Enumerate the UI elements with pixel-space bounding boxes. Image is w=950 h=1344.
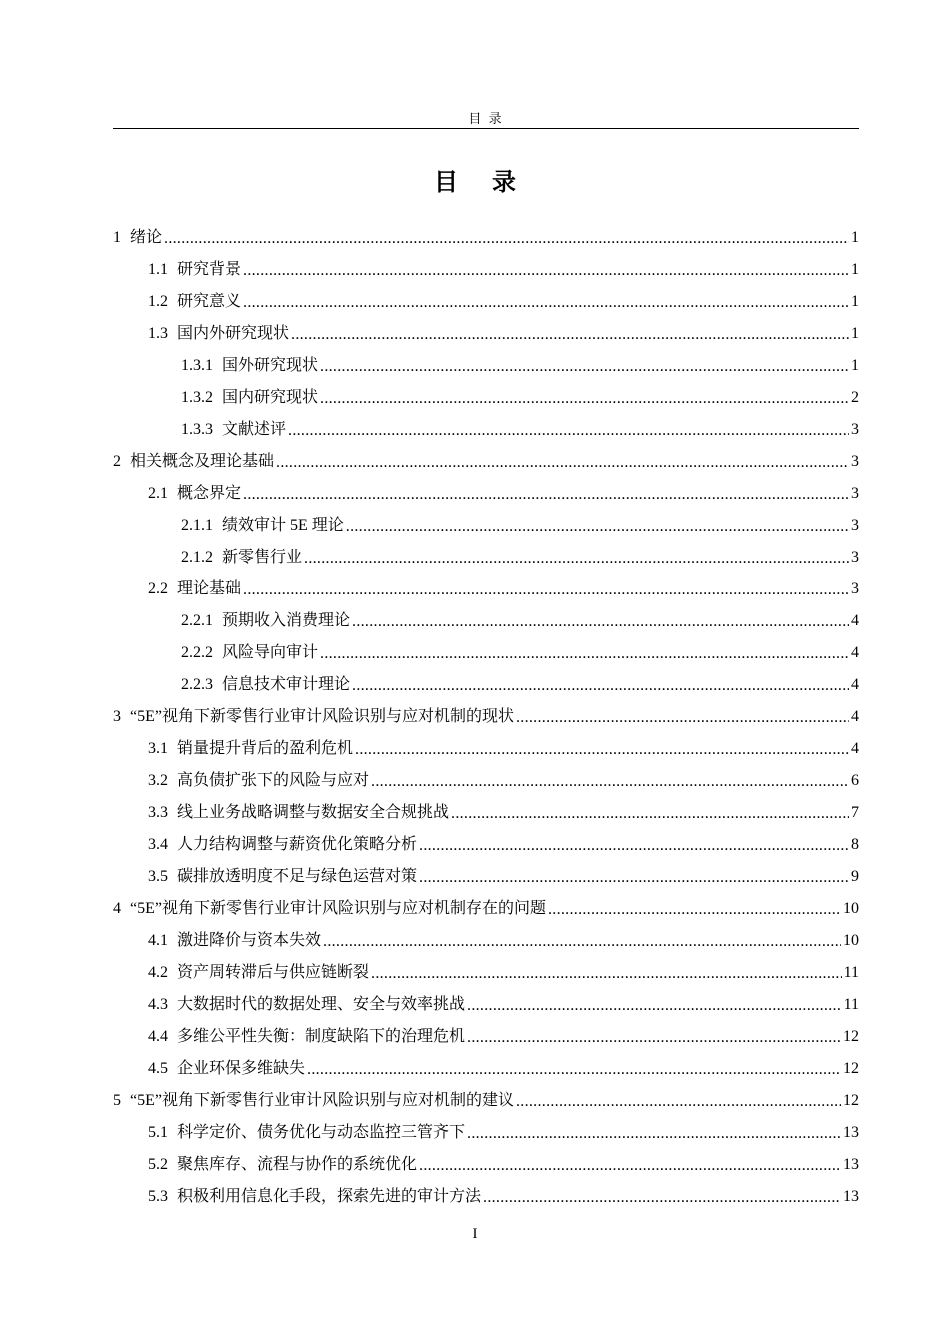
toc-entry-number: 2.1.2: [181, 548, 213, 566]
toc-entry-number: 3: [113, 708, 121, 726]
toc-entry[interactable]: [113, 701, 859, 733]
toc-dot-leader: [467, 1022, 841, 1054]
toc-dot-leader: [243, 479, 849, 511]
toc-entry-number: 4.4: [148, 1027, 168, 1045]
toc-entry-title: “5E”视角下新零售行业审计风险识别与应对机制存在的问题: [130, 899, 546, 917]
toc-entry[interactable]: [148, 733, 859, 765]
toc-entry[interactable]: [181, 669, 859, 701]
toc-entry-title: 文献述评: [222, 420, 287, 438]
toc-entry-page: 1: [851, 356, 859, 374]
toc-entry-page: 3: [851, 580, 859, 598]
toc-entry-number: 3.4: [148, 836, 168, 854]
toc-entry[interactable]: [148, 1117, 859, 1149]
toc-entry-page: 13: [843, 1155, 859, 1173]
toc-entry[interactable]: [148, 1053, 859, 1085]
toc-dot-leader: [291, 319, 849, 351]
toc-entry-title: 概念界定: [177, 484, 242, 502]
toc-entry-page: 1: [851, 260, 859, 278]
toc-dot-leader: [548, 894, 841, 926]
toc-entry-title: 线上业务战略调整与数据安全合规挑战: [177, 804, 450, 822]
toc-dot-leader: [320, 383, 849, 415]
toc-entry-title: 激进降价与资本失效: [177, 931, 322, 949]
toc-entry-number: 1.1: [148, 260, 168, 278]
toc-entry[interactable]: [148, 254, 859, 286]
toc-entry[interactable]: [181, 605, 859, 637]
toc-entry-number: 5.1: [148, 1123, 168, 1141]
toc-entry-title: 国外研究现状: [222, 356, 319, 374]
toc-entry-number: 2: [113, 452, 121, 470]
toc-dot-leader: [346, 511, 849, 543]
toc-entry-title: 新零售行业: [222, 548, 303, 566]
toc-entry-title: “5E”视角下新零售行业审计风险识别与应对机制的现状: [130, 708, 514, 726]
toc-entry-number: 2.2.1: [181, 612, 213, 630]
toc-dot-leader: [371, 766, 849, 798]
toc-entry[interactable]: [148, 1021, 859, 1053]
toc-entry[interactable]: [113, 893, 859, 925]
toc-entry-page: 11: [843, 963, 859, 981]
toc-entry-title: 国内外研究现状: [177, 324, 290, 342]
toc-dot-leader: [288, 415, 849, 447]
toc-dot-leader: [371, 958, 842, 990]
toc-entry-title: 相关概念及理论基础: [130, 452, 275, 470]
toc-entry[interactable]: [148, 797, 859, 829]
toc-entry-title: 预期收入消费理论: [222, 612, 351, 630]
toc-entry-page: 11: [843, 995, 859, 1013]
toc-entry-page: 4: [851, 708, 859, 726]
toc-entry-page: 13: [843, 1187, 859, 1205]
toc-entry-page: 4: [851, 612, 859, 630]
toc-dot-leader: [243, 255, 849, 287]
toc-dot-leader: [323, 926, 841, 958]
toc-entry[interactable]: [181, 414, 859, 446]
toc-entry-page: 1: [851, 229, 859, 246]
toc-entry[interactable]: [148, 318, 859, 350]
toc-entry[interactable]: [148, 1149, 859, 1181]
toc-entry-page: 12: [843, 1091, 859, 1109]
toc-entry-number: 5: [113, 1091, 121, 1109]
toc-entry-page: 10: [843, 931, 859, 949]
toc-dot-leader: [352, 670, 849, 702]
toc-entry-page: 3: [851, 516, 859, 534]
toc-entry-title: 研究背景: [177, 260, 242, 278]
toc-entry-title: 高负债扩张下的风险与应对: [177, 772, 370, 790]
toc-dot-leader: [164, 223, 849, 255]
toc-entry-title: 风险导向审计: [222, 644, 319, 662]
toc-entry-number: 4: [113, 899, 121, 917]
toc-entry-title: 聚焦库存、流程与协作的系统优化: [177, 1155, 418, 1173]
toc-dot-leader: [467, 990, 842, 1022]
toc-entry-page: 12: [843, 1059, 859, 1077]
toc-dot-leader: [276, 447, 849, 479]
toc-dot-leader: [243, 287, 849, 319]
toc-entry-page: 3: [851, 420, 859, 438]
toc-entry-title: 绩效审计 5E 理论: [222, 516, 344, 534]
toc-entry-number: 3.2: [148, 772, 168, 790]
toc-entry-number: 1.2: [148, 292, 168, 310]
toc-dot-leader: [419, 862, 849, 894]
toc-entry-title: 大数据时代的数据处理、安全与效率挑战: [177, 995, 466, 1013]
toc-entry-number: 3.1: [148, 740, 168, 758]
toc-entry-number: 2.2.3: [181, 676, 213, 694]
toc-entry-page: 9: [851, 868, 859, 885]
toc-entry-number: 1.3.3: [181, 420, 213, 438]
toc-entry-number: 2.1.1: [181, 516, 213, 534]
toc-entry[interactable]: [181, 382, 859, 414]
toc-entry[interactable]: [148, 861, 859, 893]
toc-entry-number: 5.2: [148, 1155, 168, 1173]
toc-dot-leader: [483, 1182, 841, 1214]
toc-entry-title: 绪论: [130, 229, 163, 246]
toc-entry-page: 12: [843, 1027, 859, 1045]
toc-entry-page: 10: [843, 899, 859, 917]
toc-entry[interactable]: [148, 1181, 859, 1213]
toc-entry-number: 1.3.1: [181, 356, 213, 374]
toc-dot-leader: [304, 543, 849, 575]
toc-entry[interactable]: [148, 765, 859, 797]
toc-entry[interactable]: [113, 1085, 859, 1117]
toc-entry-number: 2.1: [148, 484, 168, 502]
toc-entry-number: 1.3: [148, 324, 168, 342]
toc-entry-title: 理论基础: [177, 580, 242, 598]
toc-entry-page: 4: [851, 740, 859, 758]
toc-entry-page: 2: [851, 388, 859, 406]
toc-entry-page: 3: [851, 484, 859, 502]
toc-entry-title: 国内研究现状: [222, 388, 319, 406]
toc-entry-number: 1: [113, 229, 121, 246]
toc-entry-number: 4.5: [148, 1059, 168, 1077]
toc-entry-number: 4.2: [148, 963, 168, 981]
toc-entry[interactable]: [148, 925, 859, 957]
toc-entry-page: 4: [851, 676, 859, 694]
toc-entry-title: “5E”视角下新零售行业审计风险识别与应对机制的建议: [130, 1091, 514, 1109]
toc-dot-leader: [451, 798, 849, 830]
running-header: 目 录: [468, 111, 504, 126]
toc-entry[interactable]: [113, 446, 859, 478]
toc-entry-title: 积极利用信息化手段，探索先进的审计方法: [177, 1187, 482, 1205]
toc-entry-title: 销量提升背后的盈利危机: [177, 740, 354, 758]
toc-entry[interactable]: [148, 286, 859, 318]
toc-dot-leader: [516, 702, 849, 734]
toc-entry-title: 人力结构调整与薪资优化策略分析: [177, 836, 418, 854]
toc-entry[interactable]: [148, 478, 859, 510]
toc-entry-page: 13: [843, 1123, 859, 1141]
toc-entry[interactable]: [181, 510, 859, 542]
toc-entry-page: 6: [851, 772, 859, 790]
toc-entry-page: 4: [851, 644, 859, 662]
toc-entry-title: 多维公平性失衡：制度缺陷下的治理危机: [177, 1027, 466, 1045]
toc-entry-page: 1: [851, 292, 859, 310]
header-divider: [113, 128, 859, 129]
toc-dot-leader: [320, 638, 849, 670]
toc-dot-leader: [516, 1086, 841, 1118]
toc-dot-leader: [243, 574, 849, 606]
toc-entry-number: 4.3: [148, 995, 168, 1013]
toc-entry-number: 2.2: [148, 580, 168, 598]
toc-entry-page: 3: [851, 548, 859, 566]
toc-entry[interactable]: [113, 222, 859, 254]
toc-dot-leader: [467, 1118, 841, 1150]
toc-entry-number: 4.1: [148, 931, 168, 949]
toc-entry-number: 2.2.2: [181, 644, 213, 662]
toc-entry[interactable]: [148, 989, 859, 1021]
toc-dot-leader: [307, 1054, 841, 1086]
toc-dot-leader: [419, 830, 849, 862]
toc-entry[interactable]: [148, 573, 859, 605]
toc-entry-page: 3: [851, 452, 859, 470]
toc-entry-number: 5.3: [148, 1187, 168, 1205]
toc-entry[interactable]: [181, 350, 859, 382]
toc-entry-title: 企业环保多维缺失: [177, 1059, 306, 1077]
toc-entry[interactable]: [148, 829, 859, 861]
toc-entry-title: 碳排放透明度不足与绿色运营对策: [177, 868, 418, 885]
toc-entry[interactable]: [148, 957, 859, 989]
toc-dot-leader: [320, 351, 849, 383]
toc-entry-title: 资产周转滞后与供应链断裂: [177, 963, 370, 981]
toc-entry[interactable]: [181, 637, 859, 669]
toc-dot-leader: [419, 1150, 841, 1182]
toc-entry-number: 3.3: [148, 804, 168, 822]
toc-entry-title: 科学定价、债务优化与动态监控三管齐下: [177, 1123, 466, 1141]
page-number: I: [472, 1226, 478, 1242]
toc-entry-page: 1: [851, 324, 859, 342]
toc-entry-title: 研究意义: [177, 292, 242, 310]
toc-entry-number: 3.5: [148, 868, 168, 885]
toc-entry[interactable]: [181, 542, 859, 574]
toc-dot-leader: [352, 606, 849, 638]
toc-entry-title: 信息技术审计理论: [222, 676, 351, 694]
toc-entry-page: 7: [851, 804, 859, 822]
toc-entry-number: 1.3.2: [181, 388, 213, 406]
toc-dot-leader: [355, 734, 849, 766]
page-title: 目 录: [434, 170, 530, 196]
toc-entry-page: 8: [851, 836, 859, 854]
